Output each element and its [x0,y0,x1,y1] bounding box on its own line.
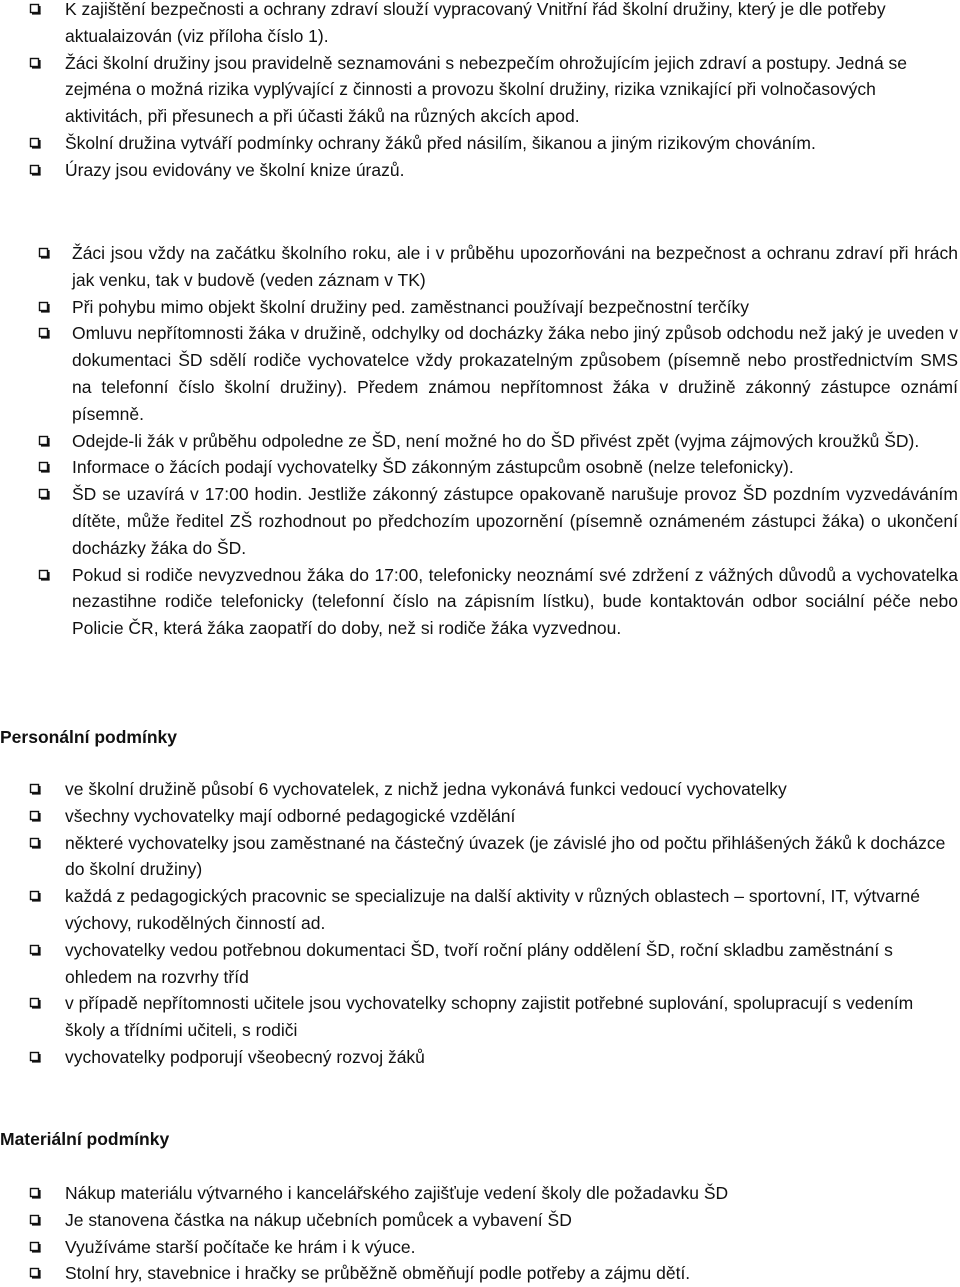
hollow-square-bullet-icon [38,569,50,581]
hollow-square-bullet-icon [29,1214,41,1226]
list-item: každá z pedagogických pracovnic se specializuje na další aktivity v různých oblastech – sportovní, IT, výtvarné výchovy, rukodělných činností ad. [29,883,954,937]
hollow-square-bullet-icon [38,435,50,447]
list-item: Informace o žácích podají vychovatelky ŠD zákonným zástupcům osobně (nelze telefonicky). [38,454,958,481]
hollow-square-bullet-icon [29,137,41,149]
list-item: Žáci jsou vždy na začátku školního roku, ale i v průběhu upozorňováni na bezpečnost a ochranu zdraví při hrách jak venku, tak v budově (veden záznam v TK) [38,240,958,294]
rules-list [38,240,958,642]
hollow-square-bullet-icon [29,997,41,1009]
hollow-square-bullet-icon [29,164,41,176]
list-item: Je stanovena částka na nákup učebních pomůcek a vybavení ŠD [29,1207,954,1234]
material-list [29,1180,954,1287]
list-item: vychovatelky vedou potřebnou dokumentaci ŠD, tvoří roční plány oddělení ŠD, roční skladbu zaměstnání s ohledem na rozvrhy tříd [29,937,954,991]
hollow-square-bullet-icon [29,944,41,956]
hollow-square-bullet-icon [29,1267,41,1279]
hollow-square-bullet-icon [29,810,41,822]
list-item: Úrazy jsou evidovány ve školní knize úrazů. [29,157,939,184]
list-item: Stolní hry, stavebnice i hračky se průběžně obměňují podle potřeby a zájmu dětí. [29,1260,954,1287]
list-item: ve školní družině působí 6 vychovatelek, z nichž jedna vykonává funkci vedoucí vychovatelky [29,776,954,803]
hollow-square-bullet-icon [38,488,50,500]
list-item: některé vychovatelky jsou zaměstnané na částečný úvazek (je závislé jho od počtu přihlášených žáků k docházce do školní družiny) [29,830,954,884]
list-item: Omluvu nepřítomnosti žáka v družině, odchylky od docházky žáka nebo jiný způsob odchodu než jaký je uveden v dokumentaci ŠD sdělí rodiče vychovatelce vždy prokazatelným způsobem (písemně nebo prostřednictvím SMS na telefonní číslo školní družiny). Předem známou nepřítomnost žáka v družině zákonný zástupce oznámí písemně. [38,320,958,427]
list-item: všechny vychovatelky mají odborné pedagogické vzdělání [29,803,954,830]
hollow-square-bullet-icon [29,890,41,902]
hollow-square-bullet-icon [29,783,41,795]
list-item: Při pohybu mimo objekt školní družiny ped. zaměstnanci používají bezpečnostní terčíky [38,294,958,321]
list-item: Využíváme starší počítače ke hrám i k výuce. [29,1234,954,1261]
section-heading-material: Materiální podmínky [0,1129,170,1149]
hollow-square-bullet-icon [29,1241,41,1253]
hollow-square-bullet-icon [38,327,50,339]
section-heading-personal: Personální podmínky [0,727,177,747]
list-item: Pokud si rodiče nevyzvednou žáka do 17:00, telefonicky neoznámí své zdržení z vážných důvodů a vychovatelka nezastihne rodiče telefonicky (telefonní číslo na zápisním lístku), bude kontaktován odbor sociální péče nebo Policie ČR, která žáka zaopatří do doby, než si rodiče žáka vyzvednou. [38,562,958,642]
hollow-square-bullet-icon [38,301,50,313]
hollow-square-bullet-icon [29,1187,41,1199]
safety-list [29,0,939,184]
hollow-square-bullet-icon [38,247,50,259]
hollow-square-bullet-icon [29,837,41,849]
hollow-square-bullet-icon [29,1051,41,1063]
list-item: ŠD se uzavírá v 17:00 hodin. Jestliže zákonný zástupce opakovaně narušuje provoz ŠD pozdním vyzvedáváním dítěte, může ředitel ZŠ rozhodnout po předchozím upozornění (písemně oznámeném zástupci žáka) o ukončení docházky žáka do ŠD. [38,481,958,561]
list-item: vychovatelky podporují všeobecný rozvoj žáků [29,1044,954,1071]
list-item: Školní družina vytváří podmínky ochrany žáků před násilím, šikanou a jiným rizikovým chováním. [29,130,939,157]
list-item: Nákup materiálu výtvarného i kancelářského zajišťuje vedení školy dle požadavku ŠD [29,1180,954,1207]
list-item: K zajištění bezpečnosti a ochrany zdraví slouží vypracovaný Vnitřní řád školní družiny, který je dle potřeby aktualaizován (viz příloha číslo 1). [29,0,939,50]
hollow-square-bullet-icon [29,57,41,69]
hollow-square-bullet-icon [38,461,50,473]
list-item: v případě nepřítomnosti učitele jsou vychovatelky schopny zajistit potřebné suplování, spolupracují s vedením školy a třídními učiteli, s rodiči [29,990,954,1044]
personal-list [29,776,954,1071]
list-item: Žáci školní družiny jsou pravidelně seznamováni s nebezpečím ohrožujícím jejich zdraví a postupy. Jedná se zejména o možná rizika vyplývající z činnosti a provozu školní družiny, rizika vznikající při volnočasových aktivitách, při přesunech a při účasti žáků na různých akcích apod. [29,50,939,130]
hollow-square-bullet-icon [29,3,41,15]
list-item: Odejde-li žák v průběhu odpoledne ze ŠD, není možné ho do ŠD přivést zpět (vyjma zájmových kroužků ŠD). [38,428,958,455]
